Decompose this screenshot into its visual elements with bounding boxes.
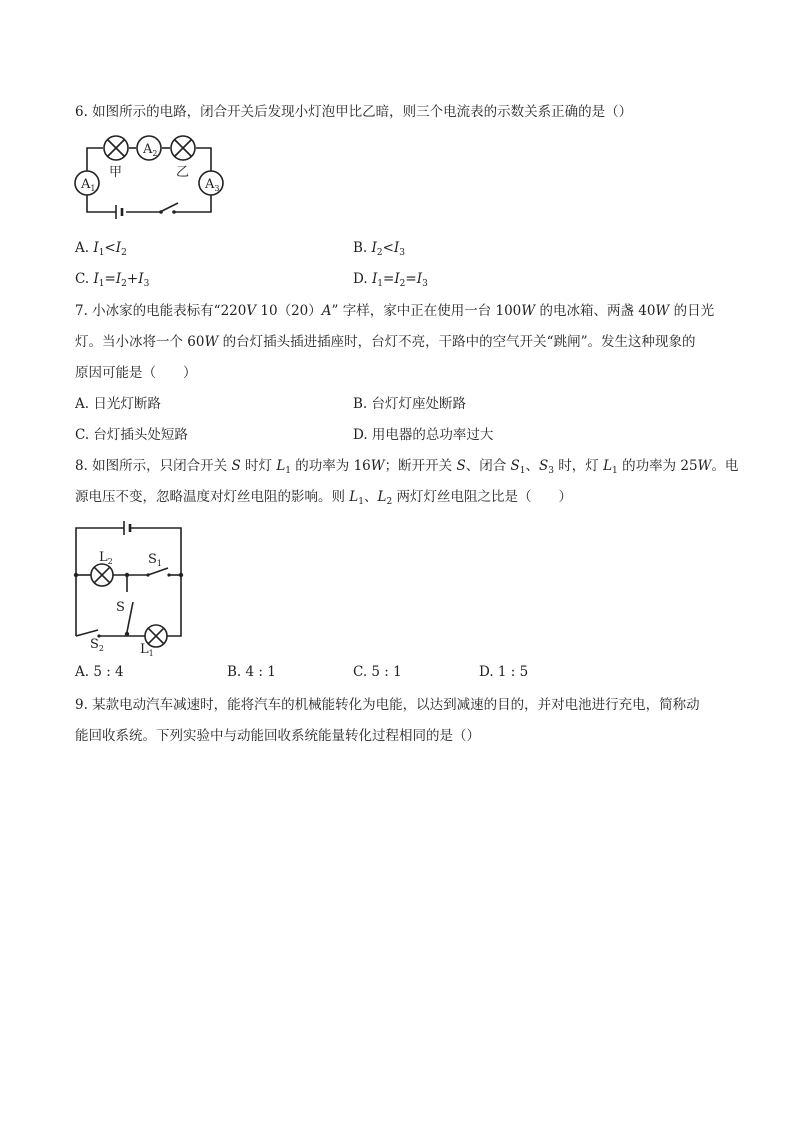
q6-circuit-diagram <box>70 128 230 228</box>
svg-text:A3: $A_3$ <box>205 177 220 193</box>
q9-stem-line1: 9. 某款电动汽车减速时，能将汽车的机械能转化为电能，以达到减速的目的，并对电池进行充电，简称动 <box>75 697 700 713</box>
q6-option-c[interactable]: C. $I_1=I_2+I_3$ <box>75 271 150 289</box>
q8-option-d[interactable]: D. 1 : 5 <box>479 664 529 680</box>
label-l2: $L_2$ <box>99 550 113 566</box>
ammeter-a1 <box>75 171 99 195</box>
q6-option-d[interactable]: D. $I_1=I_2=I_3$ <box>353 271 428 289</box>
label-s1: $S_1$ <box>148 552 162 568</box>
q8-option-b[interactable]: B. 4 : 1 <box>227 664 276 680</box>
label-yi: 乙 <box>176 165 190 180</box>
ammeter-a2 <box>137 136 161 160</box>
ammeter-a3 <box>199 171 223 195</box>
q6-option-b[interactable]: B. $I_2<I_3$ <box>353 240 405 258</box>
label-l1: $L_1$ <box>140 642 154 656</box>
q8-circuit-diagram <box>68 516 193 656</box>
q8-option-a[interactable]: A. 5 : 4 <box>75 664 124 680</box>
q7-option-d[interactable]: D. 用电器的总功率过大 <box>353 427 494 443</box>
label-s: S <box>116 600 125 615</box>
q7-stem-line3: 原因可能是（ ） <box>75 365 197 381</box>
label-jia: 甲 <box>109 165 123 180</box>
svg-text:A1: $A_1$ <box>81 177 96 193</box>
q7-option-b[interactable]: B. 台灯灯座处断路 <box>353 396 467 412</box>
q9-stem-line2: 能回收系统。下列实验中与动能回收系统能量转化过程相同的是（） <box>75 728 480 744</box>
q7-option-a[interactable]: A. 日光灯断路 <box>75 396 161 412</box>
q7-stem-line2: 灯。当小冰将一个 60W 的台灯插头插进插座时，台灯不亮，干路中的空气开关“跳闸”。发生这种现象的 <box>75 334 696 350</box>
q8-option-c[interactable]: C. 5 : 1 <box>353 664 402 680</box>
svg-text:A2: $A_2$ <box>143 142 158 158</box>
lamp-l2 <box>91 564 113 586</box>
lamp-jia <box>104 136 128 160</box>
q8-stem-line2: 源电压不变，忽略温度对灯丝电阻的影响。则 $L_1$、$L_2$ 两灯灯丝电阻之比是（ ） <box>75 489 572 507</box>
q8-stem-line1: 8. 如图所示，只闭合开关 S 时灯 $L_1$ 的功率为 16W；断开开关 S、闭合 $S_1$、$S_3$ 时，灯 $L_1$ 的功率为 25W。电 <box>75 458 739 476</box>
q6-stem: 6. 如图所示的电路，闭合开关后发现小灯泡甲比乙暗，则三个电流表的示数关系正确的是（） <box>75 104 633 120</box>
q7-stem-line1: 7. 小冰家的电能表标有“220V 10（20）A” 字样，家中正在使用一台 100W 的电冰箱、两盏 40W 的日光 <box>75 303 715 319</box>
lamp-yi <box>171 136 195 160</box>
label-s2: $S_2$ <box>90 637 104 653</box>
q7-option-c[interactable]: C. 台灯插头处短路 <box>75 427 188 443</box>
q6-option-a[interactable]: A. $I_1<I_2$ <box>75 240 127 258</box>
